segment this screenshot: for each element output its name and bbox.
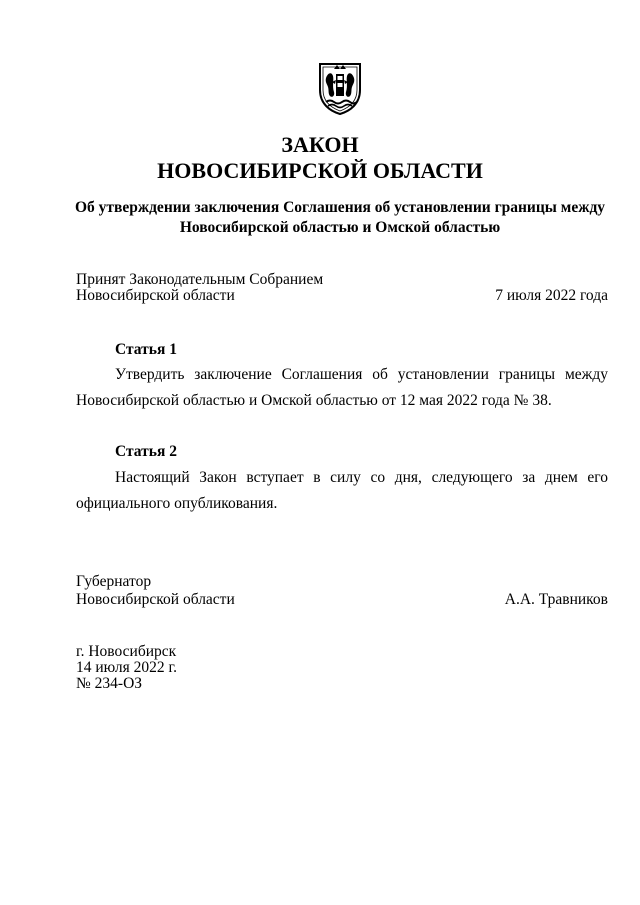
- footer-date: 14 июля 2022 г.: [76, 659, 177, 676]
- law-title: ЗАКОН: [281, 132, 359, 157]
- adoption-line-1: Принят Законодательным Собранием: [76, 271, 324, 288]
- coat-of-arms-icon: [316, 60, 364, 116]
- article-2-heading: Статья 2: [115, 443, 177, 460]
- footer-number: № 234-ОЗ: [76, 675, 143, 692]
- article-2-text-line-1: Настоящий Закон вступает в силу со дня, следующего за днем его: [115, 469, 608, 486]
- article-1-text-line-2: Новосибирской областью и Омской областью от 12 мая 2022 года № 38.: [76, 392, 552, 409]
- adoption-date: 7 июля 2022 года: [495, 287, 608, 304]
- law-region-title: НОВОСИБИРСКОЙ ОБЛАСТИ: [157, 158, 483, 183]
- law-subject-line-1: Об утверждении заключения Соглашения об установлении границы между: [74, 199, 606, 216]
- article-1-text-line-1: Утвердить заключение Соглашения об установлении границы между: [115, 366, 608, 383]
- signature-name: А.А. Травников: [504, 591, 608, 608]
- adoption-line-2: Новосибирской области: [76, 287, 235, 304]
- law-subject-line-2: Новосибирской областью и Омской областью: [179, 219, 501, 236]
- signature-position-line-2: Новосибирской области: [76, 591, 235, 608]
- signature-position-line-1: Губернатор: [76, 573, 152, 590]
- footer-place: г. Новосибирск: [76, 643, 177, 660]
- article-2-text-line-2: официального опубликования.: [76, 495, 278, 512]
- article-1-heading: Статья 1: [115, 341, 177, 358]
